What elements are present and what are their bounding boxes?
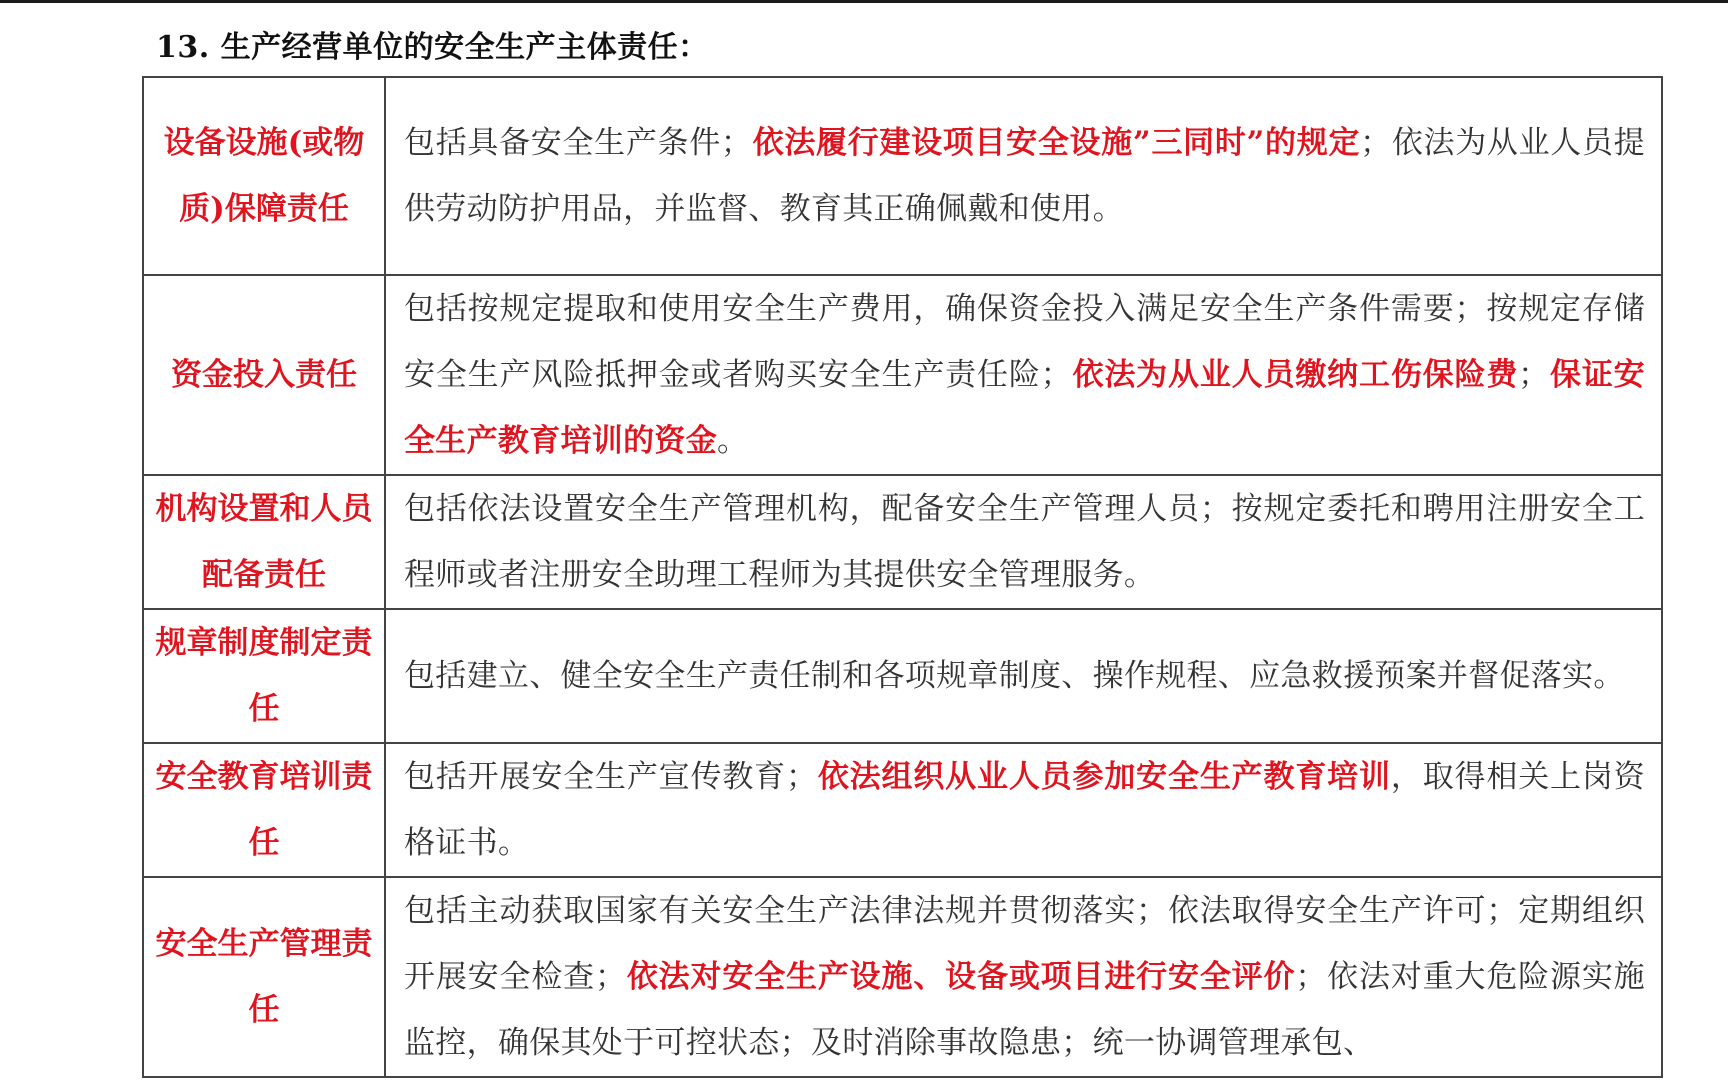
description-text: 包括依法设置安全生产管理机构，配备安全生产管理人员；按规定委托和聘用注册安全工程师或者注册安全助理工程师为其提供安全管理服务。 <box>404 491 1645 593</box>
description-text: ；依法对重大危险源实施监控，确保其处于可控状态；及时消除事故隐患；统一协调管理承包、 <box>404 959 1645 1061</box>
table-row <box>143 275 1662 475</box>
description-text: 包括开展安全生产宣传教育； <box>404 759 818 795</box>
emphasis-text: 依法对安全生产设施、设备或项目进行安全评价 <box>626 959 1296 995</box>
description-text: ；依法为从业人员提供劳动防护用品，并监督、教育其正确佩戴和使用。 <box>404 125 1645 227</box>
description-text: ； <box>1518 357 1550 393</box>
description-cell <box>385 275 1662 475</box>
category-cell: 设备设施(或物质)保障责任 <box>143 77 385 275</box>
table-row <box>143 609 1662 743</box>
description-text: 包括主动获取国家有关安全生产法律法规并贯彻落实；依法取得安全生产许可；定期组织开展安全检查； <box>404 893 1645 995</box>
description-cell <box>385 743 1662 877</box>
table-row <box>143 743 1662 877</box>
section-heading: 13. 生产经营单位的安全生产主体责任： <box>156 30 709 65</box>
description-text: 包括具备安全生产条件； <box>404 125 753 161</box>
description-cell <box>385 77 1662 275</box>
table-body <box>143 77 1662 1077</box>
category-cell: 资金投入责任 <box>143 275 385 475</box>
emphasis-text: 保证安全生产教育培训的资金 <box>404 357 1645 459</box>
category-cell: 安全教育培训责任 <box>143 743 385 877</box>
category-cell: 规章制度制定责任 <box>143 609 385 743</box>
description-cell <box>385 877 1662 1077</box>
description-text: ，取得相关上岗资格证书。 <box>404 759 1645 861</box>
table-row <box>143 475 1662 609</box>
emphasis-text: 依法组织从业人员参加安全生产教育培训 <box>817 759 1391 795</box>
description-cell <box>385 475 1662 609</box>
table-row <box>143 77 1662 275</box>
description-text: 包括建立、健全安全生产责任制和各项规章制度、操作规程、应急救援预案并督促落实。 <box>404 658 1625 694</box>
emphasis-text: 依法履行建设项目安全设施”三同时”的规定 <box>752 125 1361 161</box>
category-cell: 安全生产管理责任 <box>143 877 385 1077</box>
description-cell <box>385 609 1662 743</box>
emphasis-text: 依法为从业人员缴纳工伤保险费 <box>1071 357 1519 393</box>
responsibility-table <box>142 76 1663 1078</box>
table-row <box>143 877 1662 1077</box>
description-text: 。 <box>717 423 749 459</box>
top-edge-divider <box>0 0 1728 3</box>
description-text: 包括按规定提取和使用安全生产费用，确保资金投入满足安全生产条件需要；按规定存储安全生产风险抵押金或者购买安全生产责任险； <box>404 291 1645 393</box>
category-cell: 机构设置和人员配备责任 <box>143 475 385 609</box>
